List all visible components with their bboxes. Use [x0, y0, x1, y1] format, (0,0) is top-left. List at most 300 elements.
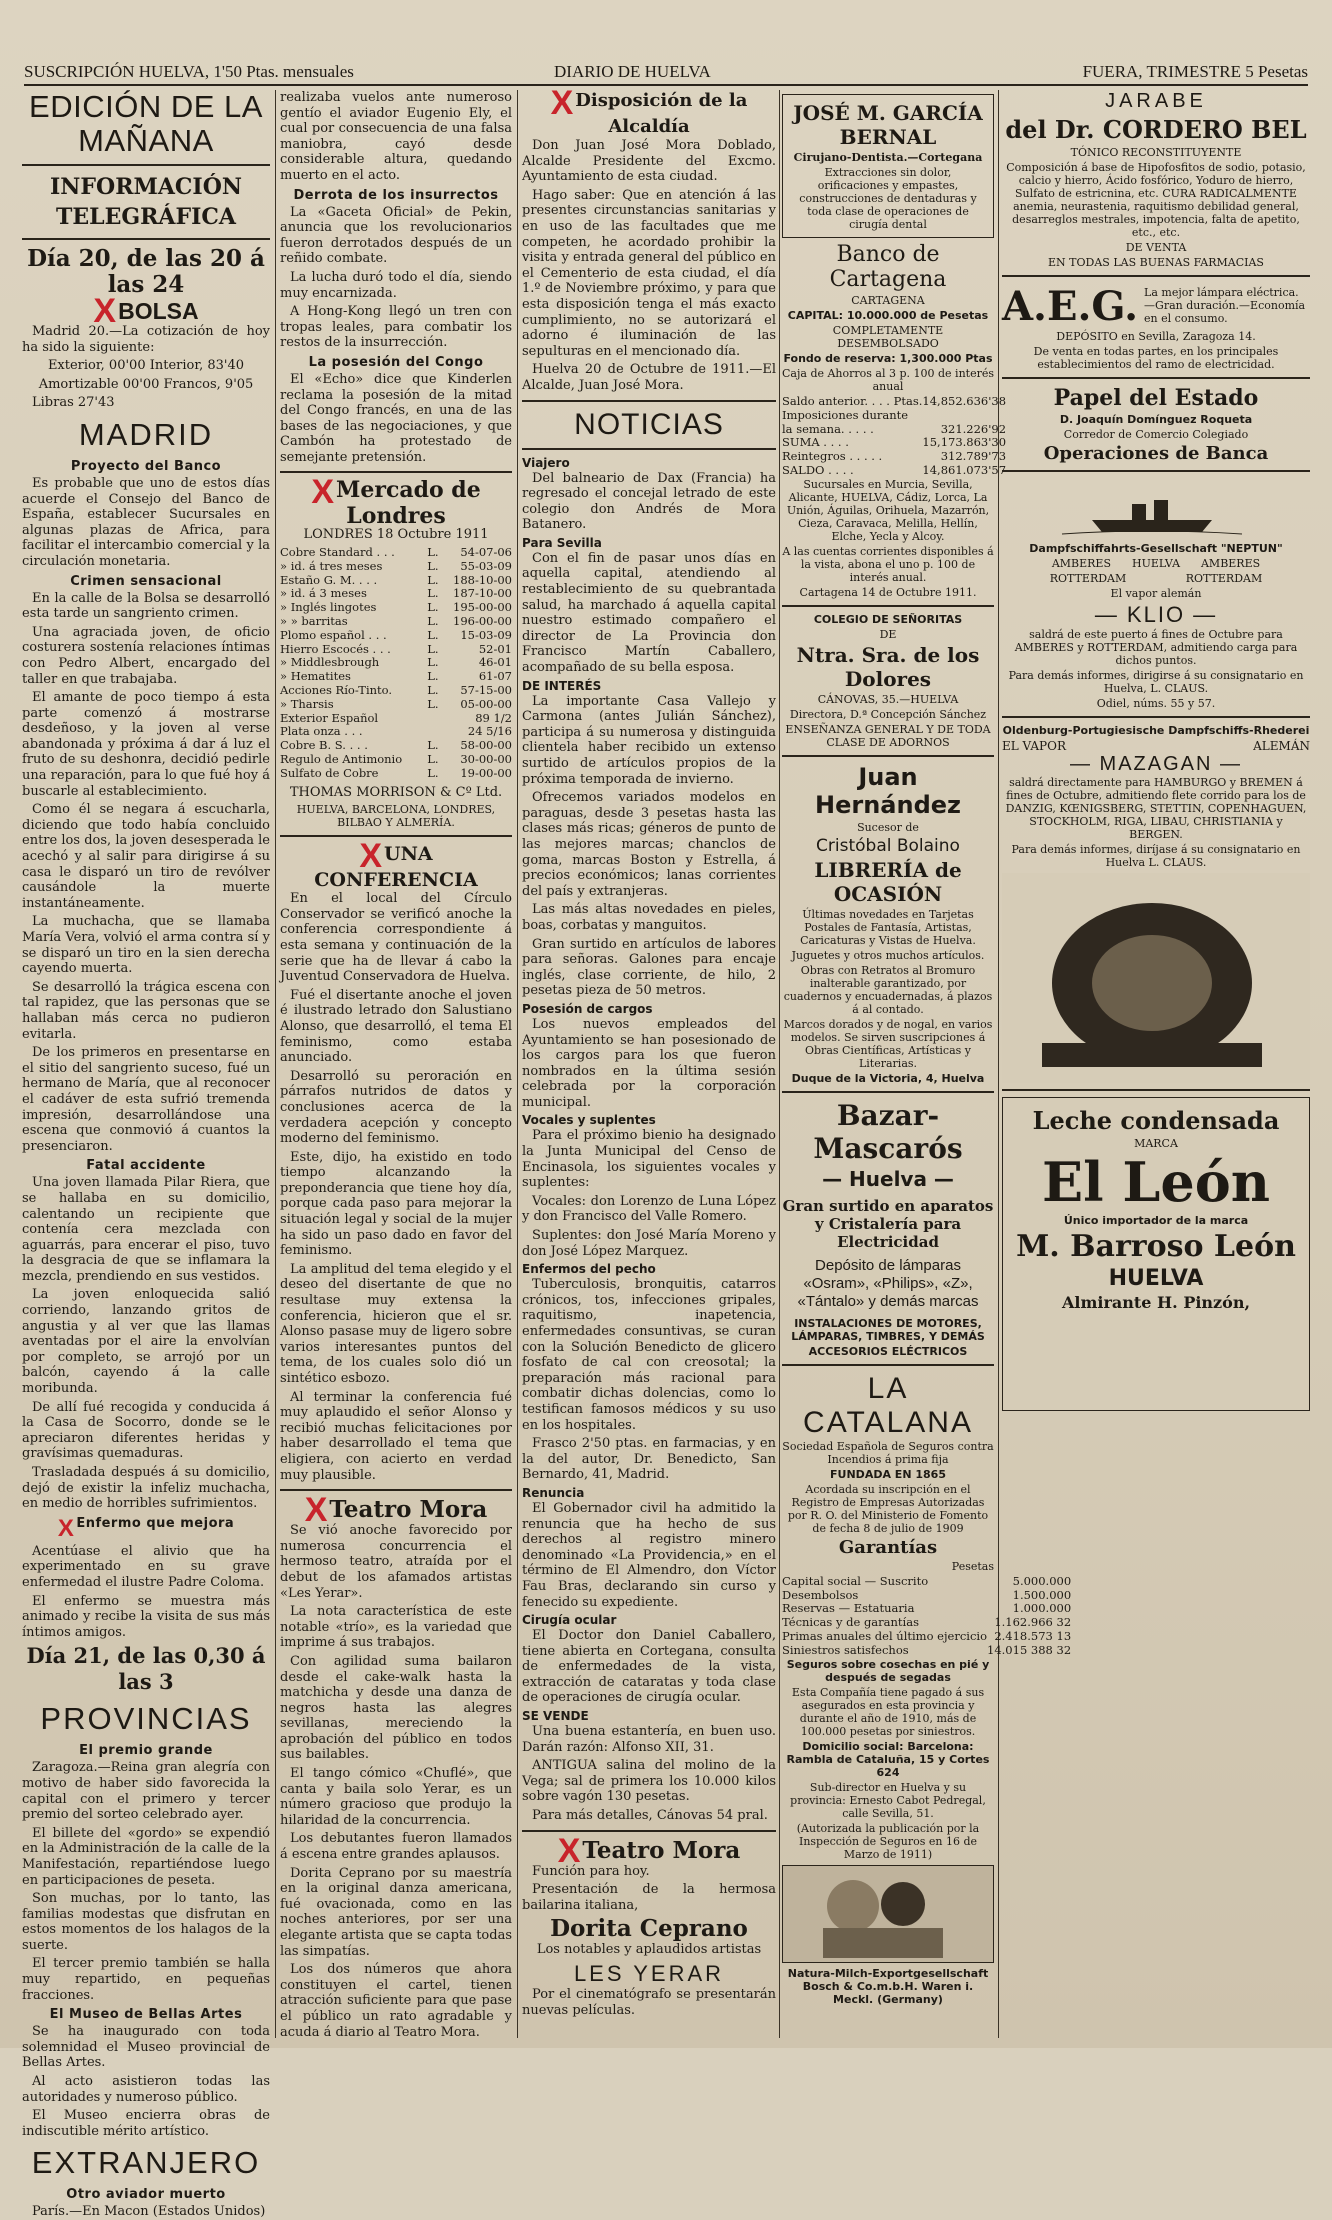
- table-cell: L.: [427, 641, 439, 656]
- table-cell: SALDO . . . .: [782, 462, 854, 477]
- table-cell: L.: [427, 600, 439, 615]
- table-row: [280, 767, 512, 781]
- papel-corr: Corredor de Comercio Colegiado: [1063, 428, 1249, 441]
- table-cell: 54-07-06: [460, 545, 512, 560]
- red-mark-icon: X: [557, 1831, 581, 1870]
- yerar-heading: LES YERAR: [573, 1961, 725, 1986]
- table-cell: 52-01: [478, 641, 512, 656]
- noticias-heading: NOTICIAS: [574, 407, 724, 441]
- table-cell: Primas anuales del último ejercicio: [782, 1628, 988, 1643]
- table-cell: 24 5/16: [467, 724, 512, 739]
- vapor-line: [1002, 739, 1310, 753]
- colegio-ens: ENSEÑANZA GENERAL Y DE TODA CLASE DE ADORNOS: [785, 722, 991, 749]
- catalana-soc: Sociedad Española de Seguros contra Incendios á prima fija: [782, 1439, 994, 1466]
- teatro-text: Los debutantes fueron llamados á escena entre grandes aplausos.: [280, 1831, 512, 1863]
- newspaper-title: DIARIO DE HUELVA: [554, 62, 711, 81]
- table-cell: 58-00-00: [460, 738, 512, 753]
- banco-caja: Caja de Ahorros al 3 p. 100 de interés anual: [782, 367, 995, 393]
- conferencia-text: En el local del Círculo Conservador se verificó anoche la conferencia correspondiente á esta semana y continuación de la serie que ha de llevar á cabo la Juventud Conservadora de Huelva.: [280, 891, 512, 985]
- table-cell: 05-00-00: [460, 696, 512, 711]
- fatal-text: La joven enloquecida salió corriendo, lanzando gritos de angustia y al ver que las llamas aventadas por el aire la envolvían por completo, se arrojó por un balcón, cayendo á la calle moribunda.: [22, 1287, 270, 1397]
- klio-heading: — KLIO —: [1094, 602, 1218, 627]
- banco-table: [782, 395, 1006, 478]
- bazar-city: — Huelva —: [822, 1166, 954, 1191]
- table-cell: 15-03-09: [460, 627, 512, 642]
- table-row: [280, 670, 512, 684]
- vocales-text: Vocales: don Lorenzo de Luna López y don Francisco del Valle Romero.: [522, 1193, 776, 1225]
- neptun-company: Dampfschiffahrts-Gesellschaft "NEPTUN": [1029, 542, 1283, 555]
- table-row: [280, 574, 512, 588]
- external-price: FUERA, TRIMESTRE 5 Pesetas: [1082, 62, 1308, 81]
- museo-text: Se ha inaugurado con toda solemnidad el Museo provincial de Bellas Artes.: [22, 2024, 270, 2071]
- table-cell: » id. á 3 meses: [280, 586, 367, 601]
- table-row: [280, 739, 512, 753]
- table-cell: 61-07: [478, 669, 512, 684]
- klio-text: saldrá de este puerto á fines de Octubre para AMBERES y ROTTERDAM, admitiendo carga para dichos puntos.: [1014, 628, 1298, 667]
- leche-importador: Único importador de la marca: [1063, 1214, 1249, 1227]
- proyecto-heading: Proyecto del Banco: [70, 458, 222, 474]
- sevilla-heading: Para Sevilla: [522, 535, 602, 550]
- table-cell: SUMA . . . .: [782, 435, 849, 450]
- table-cell: » Tharsis: [280, 696, 334, 711]
- disposicion-text: Hago saber: Que en atención á las presentes circunstancias sanitarias y en uso de las facultades que me competen, he acordado prohibir la visita y entrada general del público en el Cementerio de esta ciudad, el día 1.º de Noviembre próximo, y para que esta disposición tenga el más exacto cumplimiento, no se autorizará el adorno é iluminación de las sepulturas en el mencionado día.: [522, 187, 776, 359]
- column-2: [280, 90, 512, 2038]
- colegio-dir: Directora, D.ª Concepción Sánchez: [789, 707, 987, 721]
- catalana-fund: FUNDADA EN 1865: [830, 1467, 946, 1481]
- table-cell: » Middlesbrough: [280, 655, 380, 670]
- mercado-cities: HUELVA, BARCELONA, LONDRES, BILBAO Y ALMERÍA.: [296, 803, 496, 830]
- table-cell: 2.418.573 13: [994, 1628, 1072, 1643]
- crimen-text: Como él se negara á escucharla, diciendo que todo había concluido entre los dos, la joven desesperada le acechó y al salir para dirigirse á su casa le disparó un tiro de revólver causándole la muerte instantáneamente.: [22, 802, 270, 911]
- table-cell: L.: [427, 696, 439, 711]
- table-cell: L.: [427, 752, 439, 767]
- fatal-heading: Fatal accidente: [86, 1158, 206, 1174]
- premio-heading: El premio grande: [79, 1743, 213, 1759]
- table-cell: Desembolsos: [782, 1587, 859, 1602]
- bazar-surtido: Gran surtido en aparatos y Cristalería para Electricidad: [782, 1196, 994, 1251]
- table-row: [280, 629, 512, 643]
- teatro-text: El tango cómico «Chuflé», que canta y baila solo Yerar, es un número gracioso que produjo la hilaridad de la concurrencia.: [280, 1766, 512, 1828]
- bazar-name: Bazar-Mascarós: [813, 1098, 963, 1165]
- interes-text: Gran surtido en artículos de labores para señoras. Galones para encaje inglés, clase corriente, de hilo, 2 pesetas pieza de 50 metros.: [522, 936, 776, 999]
- vapor-right: ALEMÁN: [1253, 739, 1310, 753]
- table-cell: L.: [427, 683, 439, 698]
- libreria-heading: LIBRERÍA de OCASIÓN: [814, 857, 962, 906]
- premio-text: Son muchas, por lo tanto, las familias modestas que disfrutan en estos momentos de los halagos de la suerte.: [22, 1891, 270, 1953]
- motor-illustration: [1002, 873, 1310, 1083]
- cirugia-heading: Cirugía ocular: [522, 1613, 617, 1628]
- table-row: [280, 643, 512, 657]
- conferencia-text: Desarrolló su peroración en párrafos nutridos de datos y conclusiones acerca de la verdadera acepción y concepto moderno del feminismo.: [280, 1068, 512, 1147]
- bolsa-row: Libras 27'43: [32, 395, 115, 411]
- table-row: [280, 684, 512, 698]
- subscription-price: SUSCRIPCIÓN HUELVA, 1'50 Ptas. mensuales: [24, 62, 354, 81]
- leche-heading: Leche condensada: [1032, 1106, 1280, 1135]
- table-cell: » id. á tres meses: [280, 558, 383, 573]
- table-row: [280, 698, 512, 712]
- table-row: [782, 464, 1006, 478]
- jarabe-heading: JARABE: [1105, 90, 1207, 112]
- table-cell: 19-00-00: [460, 765, 512, 780]
- libreria-text: Obras con Retratos al Bromuro inalterable garantizado, por cuadernos y encuadernadas, á plazos á al contado.: [783, 963, 993, 1016]
- table-cell: L.: [427, 614, 439, 629]
- table-cell: Sulfato de Cobre: [280, 765, 379, 780]
- colegio-name: Ntra. Sra. de los Dolores: [796, 642, 980, 691]
- juan-succ: Cristóbal Bolaino: [816, 835, 960, 856]
- table-cell: 55-03-09: [460, 558, 512, 573]
- papel-name: D. Joaquín Domínguez Roqueta: [1059, 413, 1253, 426]
- fatal-text: Una joven llamada Pilar Riera, que se hallaba en su domicilio, calentando un recipiente que contenía cera mezclada con aguarrás, para encerar el piso, tuvo la desgracia de que se inflamara la mezcla, prendiendo en sus vestidos.: [22, 1175, 270, 1284]
- teatro-mora-heading: XTeatro Mora: [557, 1831, 741, 1870]
- table-cell: Plomo español . . .: [280, 627, 387, 642]
- electric-motor-icon: [1002, 873, 1302, 1083]
- red-mark-icon: X: [550, 84, 574, 122]
- red-mark-icon: X: [57, 1514, 75, 1542]
- congo-heading: La posesión del Congo: [308, 354, 484, 370]
- teatro-text: La nota característica de este notable «trío», es la variedad que imprime á sus trabajos.: [280, 1604, 512, 1651]
- crimen-text: En la calle de la Bolsa se desarrolló esta tarde un sangriento crimen.: [22, 590, 270, 622]
- edition-heading: EDICIÓN DE LA MAÑANA: [29, 89, 263, 158]
- table-cell: L.: [427, 669, 439, 684]
- papel-ops: Operaciones de Banca: [1043, 443, 1269, 464]
- leche-marca: MARCA: [1134, 1137, 1178, 1150]
- neptun-vapor: El vapor alemán: [1110, 587, 1202, 600]
- jarabe-venta: DE VENTA: [1125, 241, 1187, 254]
- banco-name: Banco de Cartagena: [829, 242, 947, 292]
- table-row: [782, 409, 1006, 423]
- teatro-heading: XTeatro Mora: [304, 1491, 488, 1530]
- garcia-name: JOSÉ M. GARCÍA BERNAL: [793, 101, 983, 149]
- congo-text: El «Echo» dice que Kinderlen reclama la posesión de la mitad del Congo francés, en una de las bases de las negociaciones, y que Cambón ha protestado de semejante pretensión.: [280, 371, 512, 465]
- red-mark-icon: X: [359, 837, 382, 876]
- table-cell: 187-10-00: [453, 586, 512, 601]
- column-1: [22, 89, 270, 2220]
- colegio-addr: CÁNOVAS, 35.—HUELVA: [817, 692, 959, 706]
- juan-suc: Sucesor de: [857, 820, 919, 834]
- crimen-text: Se desarrolló la trágica escena con tal rapidez, que las personas que se hallaban más cerca no pudieron evitarla.: [22, 979, 270, 1042]
- jarabe-name: del Dr. CORDERO BEL: [1005, 115, 1307, 144]
- teatro-text: Dorita Ceprano por su maestría en la original danza americana, fué ovacionada, como en las noches anteriores, por ser una elegante artista que se capta todas las simpatías.: [280, 1865, 512, 1959]
- banco-text2: A las cuentas corrientes disponibles á la vista, abona el uno p. 100 de interés anual.: [782, 544, 994, 584]
- derrota-text: La «Gaceta Oficial» de Pekin, anuncia que los revolucionarios fueron derrotados después de un reñido combate.: [280, 204, 512, 267]
- vende-text: Una buena estantería, en buen uso. Darán razón: Alfonso XII, 31.: [522, 1724, 776, 1755]
- table-cell: Imposiciones durante: [782, 407, 909, 422]
- crimen-text: Una agraciada joven, de oficio costurera sostenía relaciones íntimas con Pedro Albert, encargado del taller en que trabajaba.: [22, 624, 270, 687]
- crimen-text: El amante de poco tiempo á esta parte comenzó á mostrarse desdeñoso, y la joven al verse abandonada y próxima á dar á luz el fruto de su deshonra, decidió pedirle una reparación, para lo que fué hoy á buscarle al establecimiento.: [22, 690, 270, 799]
- table-cell: 196-00-00: [453, 614, 512, 629]
- notables-text: Los notables y aplaudidos artistas: [536, 1942, 762, 1958]
- banco-capital: CAPITAL: 10.000.000 de Pesetas: [787, 309, 989, 322]
- table-row: [280, 725, 512, 739]
- mercado-heading: XMercado de Londres: [311, 473, 481, 530]
- cirugia-text: El Doctor don Daniel Caballero, tiene abierta en Cortegana, consulta de enfermedades de la vista, extracción de cataratas y toda clase de operaciones de cirugía ocular.: [522, 1628, 776, 1706]
- table-row: [280, 712, 512, 726]
- catalana-currency: Pesetas: [951, 1559, 994, 1573]
- leche-city: HUELVA: [1108, 1266, 1204, 1291]
- antigua-text: ANTIGUA salina del molino de la Vega; sal de primera los 10.000 kilos sobre vagón 130 pesetas.: [522, 1758, 776, 1805]
- crimen-heading: Crimen sensacional: [70, 573, 222, 589]
- sevilla-text: Con el fin de pasar unos días en aquella capital, atendiendo al restablecimiento de su quebrantada salud, ha marchado á aquella capital nuestro estimado compañero el director de La Provincia don Francisco Martín Caballero, acompañado de su bella esposa.: [522, 550, 776, 676]
- neptun-route2: ROTTERDAM ROTTERDAM: [1049, 572, 1263, 585]
- crimen-text: La muchacha, que se llamaba María Vera, volvió el arma contra sí y se disparó un tiro en la sien derecha cayendo muerta.: [22, 914, 270, 977]
- table-cell: L.: [427, 586, 439, 601]
- disposicion-text: Huelva 20 de Octubre de 1911.—El Alcalde, Juan José Mora.: [522, 362, 776, 393]
- banco-city: CARTAGENA: [851, 294, 925, 307]
- aviador-heading: Otro aviador muerto: [66, 2187, 226, 2203]
- juan-name: Juan Hernández: [815, 762, 961, 819]
- bazar-inst: INSTALACIONES DE MOTORES, LÁMPARAS, TIMBRES, Y DEMÁS: [791, 1316, 985, 1343]
- masthead: [24, 58, 1308, 86]
- table-cell: 14.015 388 32: [987, 1642, 1072, 1657]
- libreria-text: Últimas novedades en Tarjetas Postales de Fantasía, Artistas, Caricaturas y Vistas de Huelva.: [800, 907, 976, 947]
- libreria-text: Juguetes y otros muchos artículos.: [791, 948, 985, 962]
- table-cell: Estaño G. M. . . .: [280, 572, 378, 587]
- table-cell: Hierro Escocés . . .: [280, 641, 391, 656]
- mercado-firm: THOMAS MORRISON & Cº Ltd.: [289, 784, 503, 800]
- teatro-text: Se vió anoche favorecido por numerosa concurrencia el hermoso teatro, atraída por el debut de los afamados artistas «Les Yerar».: [280, 1523, 512, 1601]
- vocales-text: Suplentes: don José María Moreno y don José López Marquez.: [522, 1228, 776, 1259]
- table-row: [280, 656, 512, 670]
- table-cell: L.: [427, 558, 439, 573]
- garcia-bernal-ad: [782, 94, 994, 238]
- steamship-icon: [1002, 478, 1302, 538]
- mazagan-heading: — MAZAGAN —: [1069, 753, 1242, 775]
- catalana-text: Esta Compañía tiene pagado á sus asegurados en esta provincia y durante el año de 1910, más de 100.000 pesetas por siniestros.: [791, 1685, 985, 1738]
- catalana-aut: (Autorizada la publicación por la Inspección de Seguros en 16 de Marzo de 1911): [796, 1821, 980, 1861]
- table-cell: 312.789'73: [940, 449, 1007, 464]
- posesion-text: Los nuevos empleados del Ayuntamiento se han posesionado de los cargos para los que fueron nombrados en la última sesión celebrada por la corporación municipal.: [522, 1016, 776, 1110]
- leche-illustration: [782, 1865, 994, 1963]
- table-cell: Capital social — Suscrito: [782, 1573, 929, 1588]
- leche-brand: El León: [1041, 1150, 1271, 1214]
- vende-heading: SE VENDE: [522, 1709, 589, 1724]
- mora-text: Presentación de la hermosa bailarina italiana,: [522, 1882, 776, 1913]
- pecho-heading: Enfermos del pecho: [522, 1262, 656, 1277]
- provincias-heading: PROVINCIAS: [40, 1701, 252, 1737]
- table-cell: L.: [427, 655, 439, 670]
- section-heading: INFORMACIÓN TELEGRÁFICA: [50, 174, 242, 230]
- bazar-acc: ACCESORIOS ELÉCTRICOS: [808, 1344, 968, 1358]
- conferencia-text: La amplitud del tema elegido y el deseo del disertante de que no resultase muy extensa la conferencia, hicieron que el sr. Alonso pasase muy de ligero sobre varios interesantes puntos del tema, de los cuales solo dió un sintético esbozo.: [280, 1261, 512, 1387]
- table-cell: 1.000.000: [1012, 1601, 1072, 1616]
- mazagan-text: saldrá directamente para HAMBURGO y BREMEN á fines de Octubre, admitiendo flete corrido para los de DANZIG, KŒNIGSBERG, STETTIN, COPENHAGUEN, STOCKHOLM, RIGA, LIBAU, CHRISTIANIA y BERGEN.: [1005, 776, 1307, 841]
- table-cell: Siniestros satisfechos: [782, 1642, 909, 1657]
- table-cell: 321.226'92: [940, 421, 1007, 436]
- table-cell: 1.162.966 32: [994, 1615, 1072, 1630]
- table-cell: Acciones Río-Tinto.: [280, 683, 393, 698]
- enfermo-heading: X Enfermo que mejora: [57, 1514, 235, 1542]
- colegio-de: DE: [879, 627, 897, 641]
- table-cell: » Hematites: [280, 669, 351, 684]
- table-row: [782, 423, 1006, 437]
- table-cell: 89 1/2: [475, 710, 512, 725]
- catalana-seguros: Seguros sobre cosechas en pié y después de segadas: [786, 1657, 990, 1684]
- aviador-text: París.—En Macon (Estados Unidos): [32, 2204, 266, 2220]
- conferencia-text: Este, dijo, ha existido en todo tiempo alcanzando la preponderancia que tiene hoy día, porque cada paso para mejorar la situación legal y social de la mujer ha sido un paso dado en favor del feminismo.: [280, 1149, 512, 1259]
- viajero-text: Del balneario de Dax (Francia) ha regresado el concejal letrado de este colegio don Andrés de Mora Batanero.: [522, 470, 776, 533]
- bolsa-row: Amortizable 00'00 Francos, 9'05: [38, 376, 254, 392]
- aeg-ad: [1002, 283, 1310, 330]
- viajero-heading: Viajero: [522, 455, 570, 470]
- pecho-text: Frasco 2'50 ptas. en farmacias, y en la del autor, Dr. Benedicto, San Bernardo, 41, Madrid.: [522, 1436, 776, 1483]
- pecho-text: Tuberculosis, bronquitis, catarros crónicos, tos, infecciones gripales, raquitismo, inapetencia, enfermedades consuntivas, se curan con la Solución Benedicto de glicero fosfato de cal con creosotal; la preparación más racional para combatir dichas dolencias, como lo testifican famosos médicos y su uso en los hospitales.: [522, 1277, 776, 1433]
- table-row: [280, 753, 512, 767]
- catalana-name: LA CATALANA: [803, 1371, 973, 1439]
- jarabe-text: Composición á base de Hipofosfitos de sodio, potasio, calcio y hierro, Ácido fosfórico, Yoduro de hierro, Sulfato de estricnina, etc. CURA RADICALMENTE anemia, neurastenia, raquitismo debilidad general, desarreglos mestrales, impotencia, falta de apetito, etc., etc.: [1006, 161, 1306, 239]
- libreria-addr: Duque de la Victoria, 4, Huelva: [791, 1071, 985, 1085]
- madrid-heading: MADRID: [78, 416, 214, 452]
- extranjero-heading: EXTRANJERO: [31, 2145, 261, 2181]
- table-cell: Plata onza . . .: [280, 724, 363, 739]
- table-cell: » » barritas: [280, 614, 348, 629]
- mercado-table: [280, 546, 512, 781]
- garantias-heading: Garantías: [838, 1536, 938, 1558]
- aeg-text: La mejor lámpara eléctrica. —Gran duración.—Economía en el consumo.: [1144, 286, 1306, 325]
- derrota-text: La lucha duró todo el día, siendo muy encarnizada.: [280, 269, 512, 301]
- leche-name: M. Barroso León: [1016, 1229, 1296, 1264]
- premio-text: El billete del «gordo» se expendió en la Administración de la calle de la Manifestación, repartiéndose luego en participaciones de peseta.: [22, 1825, 270, 1888]
- table-cell: 195-00-00: [453, 600, 512, 615]
- ship-illustration: [1002, 478, 1310, 538]
- vocales-heading: Vocales y suplentes: [522, 1113, 656, 1128]
- table-cell: L.: [427, 627, 439, 642]
- aviador-continued: realizaba vuelos ante numeroso gentío el aviador Eugenio Ely, el cual por consecuencia de una falsa maniobra, cayó desde considerable altura, quedando muerto en el acto.: [280, 90, 512, 183]
- banco-text: Sucursales en Murcia, Sevilla, Alicante, HUELVA, Cádiz, Lorca, La Unión, Águilas, Orihuela, Mazarrón, Cieza, Caravaca, Melilla, Hellín, Elche, Yecla y Alcoy.: [786, 477, 990, 543]
- banco-date: Cartagena 14 de Octubre 1911.: [799, 585, 977, 599]
- table-cell: 188-10-00: [453, 572, 512, 587]
- catalana-dom: Domicilio social: Barcelona: Rambla de Cataluña, 15 y Cortes 624: [786, 1739, 990, 1779]
- vapor-left: EL VAPOR: [1002, 739, 1067, 753]
- table-cell: la semana. . . . .: [782, 421, 874, 436]
- table-cell: Cobre B. S. . . .: [280, 738, 368, 753]
- table-cell: Reintegros . . . . .: [782, 449, 883, 464]
- table-cell: L.: [427, 765, 439, 780]
- bolsa-text: Madrid 20.—La cotización de hoy ha sido la siguiente:: [22, 324, 270, 355]
- aeg-venta: De venta en todas partes, en los principales establecimientos del ramo de electricidad.: [1033, 345, 1279, 371]
- table-cell: 15,173.863'30: [922, 435, 1007, 450]
- table-cell: » Inglés lingotes: [280, 600, 377, 615]
- disposicion-text: Don Juan José Mora Doblado, Alcalde Presidente del Excmo. Ayuntamiento de esta ciudad.: [522, 138, 776, 185]
- bolsa-heading: XBOLSA: [93, 292, 199, 330]
- table-cell: 5.000.000: [1012, 1573, 1072, 1588]
- mora-text: Función para hoy.: [532, 1863, 650, 1879]
- derrota-heading: Derrota de los insurrectos: [293, 187, 499, 203]
- bazar-lamparas: Depósito de lámparas «Osram», «Philips», «Z», «Tántalo» y demás marcas: [797, 1256, 979, 1310]
- leche-ad: [1002, 1097, 1310, 1411]
- table-row: [782, 395, 1006, 409]
- museo-text: Al acto asistieron todas las autoridades y numeroso público.: [22, 2074, 270, 2105]
- red-mark-icon: X: [93, 292, 117, 330]
- dorita-heading: Dorita Ceprano: [550, 1915, 748, 1943]
- museo-heading: El Museo de Bellas Artes: [49, 2007, 243, 2023]
- table-cell: L.: [427, 572, 439, 587]
- table-row: [280, 587, 512, 601]
- interes-text: Las más altas novedades en pieles, boas, corbatas y manguitos.: [522, 902, 776, 933]
- table-cell: [922, 409, 1006, 423]
- conferencia-text: Fué el disertante anoche el joven é ilustrado letrado don Salustiano Alonso, que desarrolló, el tema El feminismo, como estaba anunciado.: [280, 987, 512, 1066]
- libreria-text: Marcos dorados y de nogal, en varios modelos. Se sirven suscripciones á Obras Científicas, Artísticas y Literarias.: [783, 1017, 993, 1070]
- table-cell: [427, 725, 441, 739]
- table-cell: 1.500.000: [1012, 1587, 1072, 1602]
- aeg-logo: A.E.G.: [1002, 283, 1139, 330]
- derrota-text: A Hong-Kong llegó un tren con tropas leales, para combatir los restos de la insurrección.: [280, 304, 512, 351]
- table-row: [782, 450, 1006, 464]
- disposicion-heading: X Disposición de la Alcaldía: [550, 84, 748, 137]
- table-cell: 57-15-00: [460, 683, 512, 698]
- premio-text: El tercer premio también se halla muy repartido, en pequeñas fracciones.: [22, 1956, 270, 2003]
- column-5: [1002, 90, 1310, 2038]
- table-cell: Regulo de Antimonio: [280, 752, 403, 767]
- vocales-text: Para el próximo bienio ha designado la Junta Municipal del Censo de Encinasola, los siguientes vocales y suplentes:: [522, 1128, 776, 1191]
- table-cell: Saldo anterior. . . . Ptas.: [782, 394, 923, 408]
- child-illustration-icon: [783, 1866, 993, 1962]
- fatal-text: De allí fué recogida y conducida á la Casa de Socorro, donde se le apreciaron diferentes heridas y gravísimas quemaduras.: [22, 1399, 270, 1462]
- klio-addr: Odiel, núms. 55 y 57.: [1096, 697, 1216, 710]
- date-heading-1: Día 20, de las 20 á las 24: [27, 245, 265, 298]
- aeg-dep: DEPÓSITO en Sevilla, Zaragoza 14.: [1056, 330, 1256, 343]
- table-cell: Exterior Español: [280, 710, 379, 725]
- jarabe-tonico: TÓNICO RECONSTITUYENTE: [1070, 146, 1242, 159]
- interes-text: Ofrecemos variados modelos en paraguas, desde 3 pesetas hasta las clases más ricas; géneros de punto de las mejores marcas; chanclos de goma, marcas Boston y Estrella, á precios económicos; lanas corrientes del país y extranjeras.: [522, 790, 776, 899]
- papel-heading: Papel del Estado: [1053, 385, 1259, 411]
- enfermo-text: El enfermo se muestra más animado y recibe la visita de sus más íntimos amigos.: [22, 1593, 270, 1640]
- crimen-text: De los primeros en presentarse en el sitio del sangriento suceso, fué un hermano de María, que al reconocer el cadáver de esta sufrió tremenda impresión, desarrollándose una escena que conmovió á cuantos la presenciaron.: [22, 1045, 270, 1154]
- table-cell: L.: [427, 545, 439, 560]
- premio-text: Zaragoza.—Reina gran alegría con motivo de haber sido favorecida la capital con el primero y tercer premio del sorteo celebrado ayer.: [22, 1760, 270, 1823]
- interes-text: La importante Casa Vallejo y Carmona (antes Julián Sánchez), participa á su numerosa y distinguida clientela haber recibido un extenso surtido de artículos propios de la próxima temporada de invierno.: [522, 693, 776, 787]
- fatal-text: Trasladada después á su domicilio, dejó de existir la infeliz muchacha, en medio de horribles sufrimientos.: [22, 1465, 270, 1512]
- teatro-text: Con agilidad suma bailaron desde el cake-walk hasta la matchicha y desde una danza de negros hasta las alegres sevillanas, mereciendo la aprobación del público en todos sus bailables.: [280, 1653, 512, 1763]
- mazagan-info: Para demás informes, diríjase á su consignatario en Huelva L. CLAUS.: [1011, 843, 1301, 869]
- teatro-text: Los dos números que ahora constituyen el cartel, tienen atracción suficiente para que pase el público un rato agradable y acuda á diario al Teatro Mora.: [280, 1962, 512, 2040]
- museo-text: El Museo encierra obras de indiscutible mérito artístico.: [22, 2108, 270, 2139]
- banco-desemb: COMPLETAMENTE DESEMBOLSADO: [832, 324, 944, 350]
- posesion-heading: Posesión de cargos: [522, 1001, 653, 1016]
- table-cell: 14,852.636'38: [922, 394, 1007, 408]
- date-heading-2: Día 21, de las 0,30 á las 3: [26, 1643, 266, 1695]
- proyecto-text: Es probable que uno de estos días acuerde el Consejo del Banco de España, establecer Sucursales en algunas plazas de Africa, para facilitar el intercambio comercial y la circulación monetaria.: [22, 475, 270, 569]
- colegio-title: COLEGIO DE SEÑORITAS: [813, 612, 963, 626]
- leche-company: Natura-Milch-Exportgesellschaft Bosch & Co.m.b.H. Waren i. Meckl. (Germany): [787, 1966, 989, 2006]
- banco-fondo: Fondo de reserva: 1,300.000 Ptas: [783, 352, 993, 365]
- catalana-sub: Sub-director en Huelva y su provincia: Ernesto Cabot Pedregal, calle Sevilla, 51.: [790, 1780, 986, 1820]
- garcia-sub: Cirujano-Dentista.—Cortegana: [793, 151, 983, 164]
- table-cell: Técnicas y de garantías: [782, 1615, 919, 1630]
- table-cell: Cobre Standard . . .: [280, 545, 395, 560]
- bolsa-row: Exterior, 00'00 Interior, 83'40: [47, 358, 245, 374]
- cine-text: Por el cinematógrafo se presentarán nuevas películas.: [522, 1987, 776, 2018]
- conferencia-text: Al terminar la conferencia fué muy aplaudido el señor Alonso y recibió muchas felicitaciones por haber desarrollado el tema que eligiera, con acierto en verdad muy plausible.: [280, 1389, 512, 1483]
- red-mark-icon: X: [311, 473, 334, 512]
- table-cell: 14,861.073'57: [922, 462, 1007, 477]
- conferencia-heading: XUNA CONFERENCIA: [314, 837, 478, 892]
- table-cell: 30-00-00: [460, 752, 512, 767]
- table-cell: Reservas — Estatuaria: [782, 1601, 915, 1616]
- klio-info: Para demás informes, dirigirse á su consignatario en Huelva, L. CLAUS.: [1008, 669, 1304, 695]
- red-mark-icon: X: [304, 1491, 328, 1530]
- garcia-text: Extracciones sin dolor, orificaciones y empastes, construcciones de dentaduras y toda clase de operaciones de cirugía dental: [799, 166, 977, 231]
- neptun-route: AMBERES HUELVA AMBERES: [1051, 557, 1261, 570]
- catalana-reg: Acordada su inscripción en el Registro de Empresas Autorizadas por R. O. del Ministerio de Fomento de fecha 8 de julio de 1909: [787, 1482, 989, 1535]
- table-row: [280, 560, 512, 574]
- mercado-date: LONDRES 18 Octubre 1911: [303, 527, 489, 543]
- table-cell: L.: [427, 738, 439, 753]
- table-row: [280, 615, 512, 629]
- leche-addr: Almirante H. Pinzón,: [1061, 1293, 1251, 1312]
- table-cell: [427, 712, 441, 726]
- oldenburg-company: Oldenburg-Portugiesische Dampfschiffs-Rhederei: [1002, 724, 1310, 737]
- renuncia-heading: Renuncia: [522, 1485, 585, 1500]
